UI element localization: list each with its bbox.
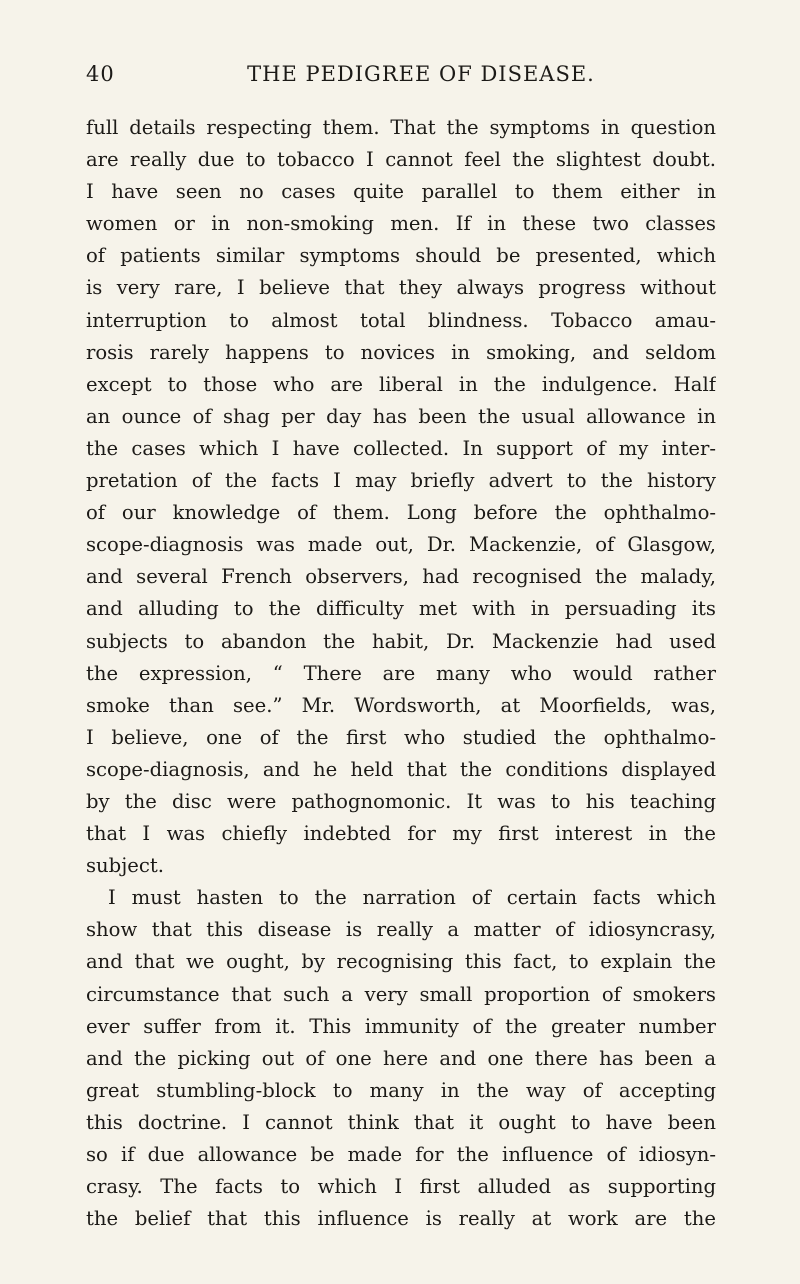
text-line: full details respecting them. That the symptoms in question xyxy=(86,116,716,139)
text-line: that I was chiefly indebted for my first interest in the xyxy=(86,822,716,846)
text-line: smoke than see.” Mr. Wordsworth, at Moorfields, was, xyxy=(86,693,716,717)
text-line: great stumbling-block to many in the way of accepting xyxy=(86,1078,716,1102)
text-line: I believe, one of the first who studied the ophthalmo- xyxy=(86,725,716,749)
text-line: of our knowledge of them. Long before the ophthalmo- xyxy=(86,501,716,525)
body-text xyxy=(86,112,716,1235)
text-line: I have seen no cases quite parallel to them either in xyxy=(86,180,716,204)
text-line: I must hasten to the narration of certain facts which xyxy=(108,886,716,910)
text-line: subjects to abandon the habit, Dr. Mackenzie had used xyxy=(86,629,716,653)
text-line: scope-diagnosis, and he held that the conditions displayed xyxy=(86,757,716,781)
text-line: the belief that this influence is really at work are the xyxy=(86,1207,716,1231)
text-line: and alluding to the difficulty met with in persuading its xyxy=(86,597,716,621)
text-line: rosis rarely happens to novices in smoking, and seldom xyxy=(86,340,716,364)
text-line: subject. xyxy=(86,854,164,878)
text-line: an ounce of shag per day has been the usual allowance in xyxy=(86,404,716,428)
text-line: of patients similar symptoms should be presented, which xyxy=(86,244,716,268)
text-line: are really due to tobacco I cannot feel the slightest doubt. xyxy=(86,148,716,172)
text-line: is very rare, I believe that they always progress without xyxy=(86,276,716,300)
text-line: and that we ought, by recognising this fact, to explain the xyxy=(86,950,716,974)
text-line: the expression, “ There are many who would rather xyxy=(86,661,716,685)
text-line: women or in non-smoking men. If in these two classes xyxy=(86,212,716,236)
text-line: except to those who are liberal in the indulgence. Half xyxy=(86,372,716,396)
running-title: THE PEDIGREE OF DISEASE. xyxy=(247,62,595,86)
text-line: the cases which I have collected. In support of my inter- xyxy=(86,436,716,460)
text-line: ever suffer from it. This immunity of the greater number xyxy=(86,1014,716,1038)
text-line: pretation of the facts I may briefly advert to the history xyxy=(86,469,716,493)
running-head xyxy=(86,62,716,96)
text-line: interruption to almost total blindness. Tobacco amau- xyxy=(86,308,716,332)
text-line: and the picking out of one here and one there has been a xyxy=(86,1046,716,1070)
text-line: crasy. The facts to which I first alluded as supporting xyxy=(86,1175,716,1199)
text-line: by the disc were pathognomonic. It was to his teaching xyxy=(86,789,716,813)
page-number: 40 xyxy=(86,62,115,86)
text-line: so if due allowance be made for the influence of idiosyn- xyxy=(86,1143,716,1166)
text-line: and several French observers, had recognised the malady, xyxy=(86,565,716,589)
text-line: circumstance that such a very small proportion of smokers xyxy=(86,982,716,1006)
text-line: scope-diagnosis was made out, Dr. Mackenzie, of Glasgow, xyxy=(86,533,716,557)
text-line: show that this disease is really a matter of idiosyncrasy, xyxy=(86,918,716,942)
text-line: this doctrine. I cannot think that it ought to have been xyxy=(86,1110,716,1134)
